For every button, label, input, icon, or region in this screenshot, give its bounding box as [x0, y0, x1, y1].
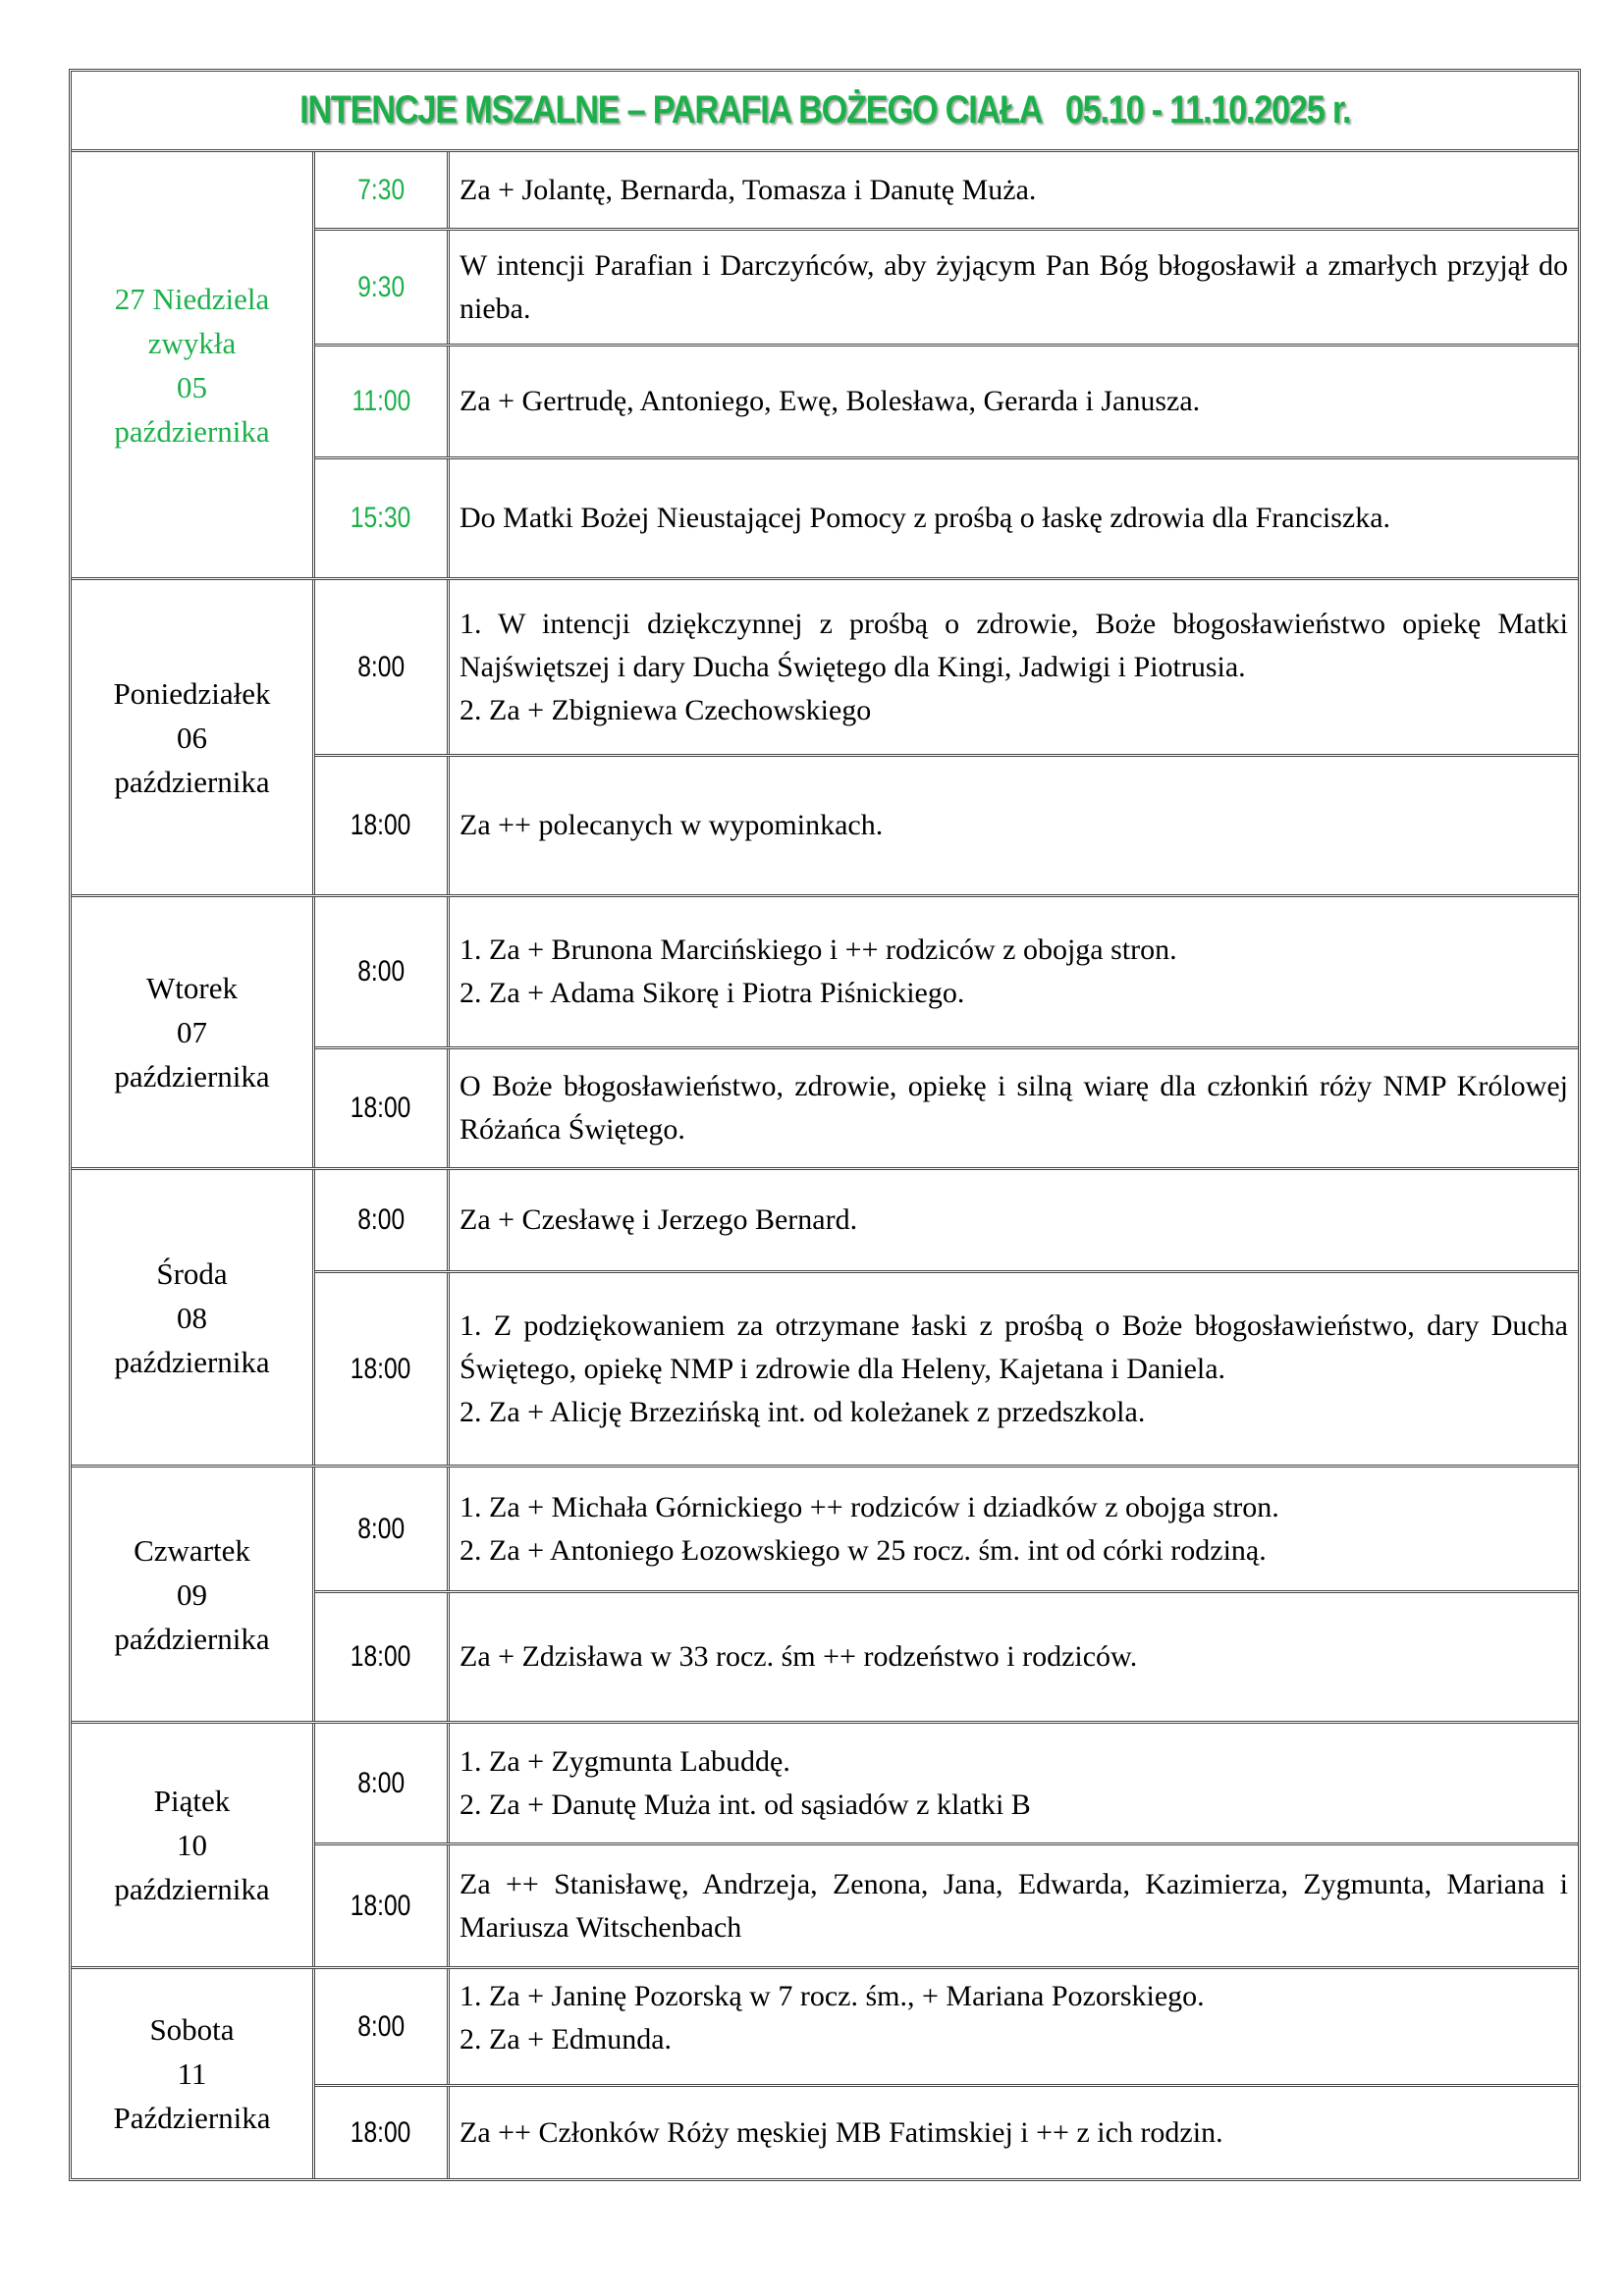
mass-intention: Do Matki Bożej Nieustającej Pomocy z prośbą o łaskę zdrowia dla Franciszka.	[460, 502, 1391, 534]
day-name: 27 Niedziela	[114, 281, 270, 316]
day-label	[72, 1468, 315, 1721]
day-name: Wtorek	[146, 971, 238, 1005]
mass-time: 15:30	[315, 459, 450, 577]
day-name: Poniedziałek	[113, 675, 271, 711]
mass-intention: Za + Czesławę i Jerzego Bernard.	[460, 1203, 858, 1236]
day-name-2: zwykła	[147, 325, 237, 360]
mass-row	[315, 1845, 1578, 1966]
mass-row	[315, 1170, 1578, 1273]
mass-row	[315, 1969, 1578, 2087]
day-name: Czwartek	[134, 1532, 250, 1568]
day-number: 06	[177, 720, 207, 755]
mass-list	[315, 152, 1578, 577]
day-block-saturday	[72, 1969, 1578, 2178]
day-number: 10	[177, 1828, 207, 1862]
mass-time: 18:00	[315, 1273, 450, 1465]
mass-row	[315, 1049, 1578, 1167]
mass-row	[315, 347, 1578, 459]
mass-intention: Za ++ Stanisławę, Andrzeja, Zenona, Jana, Edwarda, Kazimierza, Zygmunta, Mariana i Mariusza Witschenbach	[460, 1867, 1568, 1944]
mass-time: 11:00	[315, 347, 450, 456]
day-block-monday	[72, 580, 1578, 897]
day-name: Środa	[156, 1255, 228, 1291]
day-block-wednesday	[72, 1170, 1578, 1468]
title-row	[72, 72, 1578, 152]
day-label	[72, 1969, 315, 2178]
day-block-friday	[72, 1724, 1578, 1969]
day-number: 08	[177, 1300, 207, 1335]
mass-time: 18:00	[315, 1845, 450, 1966]
mass-list	[315, 1969, 1578, 2178]
mass-intention: Za + Zdzisława w 33 rocz. śm ++ rodzeństwo i rodziców.	[460, 1640, 1138, 1673]
mass-row	[315, 152, 1578, 231]
mass-row	[315, 1468, 1578, 1593]
mass-intention: 1. Za + Michała Górnickiego ++ rodziców i dziadków z obojga stron. 2. Za + Antoniego Łozowskiego w 25 rocz. śm. int od córki rodziną.	[460, 1490, 1279, 1567]
month-name: października	[114, 1344, 270, 1379]
mass-row	[315, 1593, 1578, 1721]
mass-list	[315, 1170, 1578, 1465]
mass-row	[315, 897, 1578, 1049]
mass-row	[315, 757, 1578, 894]
intentions-table	[69, 69, 1581, 2181]
mass-intention: Za ++ Członków Róży męskiej MB Fatimskiej i ++ z ich rodzin.	[460, 2115, 1223, 2149]
day-block-tuesday	[72, 897, 1578, 1170]
month-name: października	[114, 764, 270, 799]
mass-time: 9:30	[315, 231, 450, 344]
mass-list	[315, 1468, 1578, 1721]
mass-time: 8:00	[315, 580, 450, 754]
day-label	[72, 897, 315, 1167]
mass-time: 8:00	[315, 1468, 450, 1590]
mass-time: 8:00	[315, 897, 450, 1046]
day-number: 05	[177, 369, 207, 404]
day-label	[72, 580, 315, 894]
day-name: Piątek	[153, 1784, 231, 1818]
mass-time: 18:00	[315, 2087, 450, 2178]
mass-intention: Za + Gertrudę, Antoniego, Ewę, Bolesława, Gerarda i Janusza.	[460, 385, 1201, 417]
mass-row	[315, 1724, 1578, 1845]
day-block-thursday	[72, 1468, 1578, 1724]
mass-list	[315, 1724, 1578, 1966]
mass-time: 7:30	[315, 152, 450, 228]
mass-intention: Za + Jolantę, Bernarda, Tomasza i Danutę Muża.	[460, 173, 1037, 206]
mass-row	[315, 231, 1578, 347]
day-label	[72, 1724, 315, 1966]
day-number: 09	[177, 1576, 207, 1612]
mass-time: 18:00	[315, 1593, 450, 1721]
day-number: 07	[177, 1015, 207, 1049]
mass-time: 8:00	[315, 1170, 450, 1270]
mass-intention: 1. Za + Janinę Pozorską w 7 rocz. śm., + Mariana Pozorskiego. 2. Za + Edmunda.	[460, 1980, 1205, 2056]
day-number: 11	[177, 2056, 207, 2091]
mass-time: 18:00	[315, 1049, 450, 1167]
day-label	[72, 1170, 315, 1465]
mass-row	[315, 1273, 1578, 1465]
mass-time: 8:00	[315, 1724, 450, 1842]
mass-list	[315, 897, 1578, 1167]
month-name: Października	[113, 2101, 271, 2135]
day-block-sunday	[72, 152, 1578, 580]
month-name: października	[114, 1059, 270, 1094]
mass-time: 8:00	[315, 1969, 450, 2084]
month-name: października	[114, 413, 270, 449]
page-title: INTENCJE MSZALNE – PARAFIA BOŻEGO CIAŁA 05.10 - 11.10.2025 r.	[298, 88, 1351, 132]
mass-intention: Za ++ polecanych w wypominkach.	[460, 809, 884, 841]
mass-row	[315, 580, 1578, 757]
mass-time: 18:00	[315, 757, 450, 894]
month-name: października	[114, 1621, 270, 1656]
mass-row	[315, 2087, 1578, 2178]
mass-list	[315, 580, 1578, 894]
day-label	[72, 152, 315, 577]
month-name: października	[114, 1872, 270, 1906]
mass-intention: 1. Z podziękowaniem za otrzymane łaski z prośbą o Boże błogosławieństwo, dary Ducha Świętego, opiekę NMP i zdrowie dla Heleny, Kajetana i Daniela. 2. Za + Alicję Brzezińską int. od koleżanek z przedszkola.	[460, 1308, 1568, 1428]
mass-intention: 1. Za + Brunona Marcińskiego i ++ rodziców z obojga stron. 2. Za + Adama Sikorę i Piotra Piśnickiego.	[460, 934, 1177, 1009]
mass-intention: 1. W intencji dziękczynnej z prośbą o zdrowie, Boże błogosławieństwo opiekę Matki Najświętszej i dary Ducha Świętego dla Kingi, Jadwigi i Piotrusia. 2. Za + Zbigniewa Czechowskiego	[460, 607, 1568, 726]
day-name: Sobota	[149, 2012, 235, 2047]
mass-row	[315, 459, 1578, 577]
mass-intention: W intencji Parafian i Darczyńców, aby żyjącym Pan Bóg błogosławił a zmarłych przyjął do nieba.	[460, 248, 1568, 325]
mass-intention: O Boże błogosławieństwo, zdrowie, opiekę i silną wiarę dla członkiń róży NMP Królowej Różańca Świętego.	[460, 1070, 1568, 1146]
mass-intention: 1. Za + Zygmunta Labuddę. 2. Za + Danutę Muża int. od sąsiadów z klatki B	[460, 1744, 1031, 1821]
